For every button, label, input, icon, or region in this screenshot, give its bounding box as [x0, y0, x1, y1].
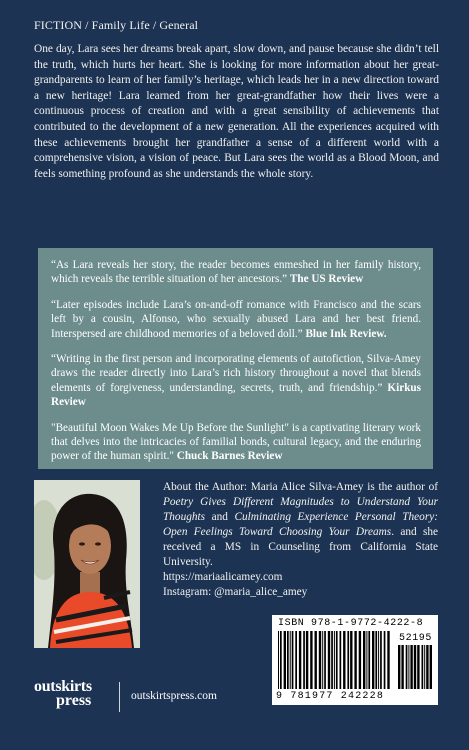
barcode-bar	[375, 631, 377, 689]
about-intro: About the Author: Maria Alice Silva-Amey is the author of	[163, 481, 438, 493]
barcode-bar	[366, 631, 367, 689]
review-quote: “As Lara reveals her story, the reader becomes enmeshed in her family history, which reveals the terrible situation of her ancestors.”	[51, 259, 421, 286]
barcode-bar	[424, 645, 425, 689]
barcode-bar	[380, 631, 382, 689]
barcode-bar	[354, 631, 356, 689]
barcode-bar	[278, 631, 279, 689]
logo-line-1: outskirts	[34, 678, 92, 695]
review-source: Kirkus Review	[51, 381, 421, 409]
review-source: Chuck Barnes Review	[176, 450, 283, 463]
barcode-bar	[343, 631, 345, 689]
review-kirkus	[51, 352, 421, 410]
barcode-bar	[350, 631, 352, 689]
barcode-bar	[410, 645, 412, 689]
barcode-bar	[426, 645, 428, 689]
barcode-bar	[315, 631, 317, 689]
review-quote: “Writing in the first person and incorporating elements of autofiction, Silva-Amey draws the reader directly into Lara’s rich history throughout a novel that blends elements of forgiveness, understanding, secrets, truth, and friendship.”	[51, 353, 421, 394]
barcode-bar	[331, 631, 333, 689]
barcode-bar	[334, 631, 335, 689]
barcode-bar	[387, 631, 389, 689]
barcode-bar	[328, 631, 330, 689]
barcode-bar	[322, 631, 323, 689]
isbn-number: ISBN 978-1-9772-4222-8	[278, 618, 424, 629]
about-and: and	[205, 511, 235, 523]
barcode-bar	[378, 631, 379, 689]
barcode-digits: 9 781977 242228	[276, 691, 385, 702]
barcode-bar	[401, 645, 403, 689]
barcode-bar	[299, 631, 301, 689]
barcode-bar	[287, 631, 289, 689]
barcode-bar	[303, 631, 305, 689]
barcode-bar	[368, 631, 370, 689]
book-title-2: Culminating Experience Personal Theory: Open Feelings Toward Choosing Your Dreams	[163, 511, 438, 538]
review-source: Blue Ink Review.	[305, 327, 387, 340]
barcode-bar	[398, 645, 400, 689]
review-chuck-barnes	[51, 421, 421, 464]
author-photo	[34, 480, 140, 648]
barcode-bar	[340, 631, 342, 689]
barcode-bar	[430, 645, 432, 689]
reviews-box	[38, 248, 433, 469]
barcode-bar	[417, 645, 419, 689]
barcode-bar	[372, 631, 374, 689]
author-instagram[interactable]: Instagram: @maria_alice_amey	[163, 586, 308, 598]
barcode-bar	[336, 631, 338, 689]
book-title-1: Poetry Gives Different Magnitudes to Understand Your Thoughts	[163, 496, 438, 523]
barcode-bar	[280, 631, 282, 689]
barcode-bar	[347, 631, 349, 689]
review-quote: "Beautiful Moon Wakes Me Up Before the Sunlight" is a captivating literary work that delves into the intricacies of familial bonds, cultural legacy, and the enduring power of the human spirit."	[51, 421, 421, 463]
barcode-bar	[295, 631, 297, 689]
about-rest: . and she received a MS in Counseling from California State University.	[163, 526, 439, 568]
barcode-bar	[290, 631, 291, 689]
barcode-bar	[406, 645, 408, 689]
barcode-bar	[310, 631, 312, 689]
review-us-review	[51, 258, 421, 287]
barcode-bar	[384, 631, 386, 689]
author-website[interactable]: https://mariaalicamey.com	[163, 571, 283, 583]
barcode-bar	[306, 631, 308, 689]
synopsis-paragraph: One day, Lara sees her dreams break apart, slow down, and pause because she didn’t tell the truth, which hurts her heart. She is looking for more information about her great-grandparents to learn of her family’s heritage, which leads her in a new direction toward a new heritage! Lara learned from her great-grandfather how their lives were a continuous process of creation and with a great sensibility of achievements that contributed to the development of a new generation. All the experiences acquired with these achievements brought her grandfather a sense of a different world with a comprehensive vision, a vision of peace. But Lara sees the world as a Blood Moon, and feels something profound as she understands the whole story.	[34, 43, 439, 180]
barcode-bar	[292, 631, 294, 689]
publisher-logo[interactable]	[34, 680, 109, 708]
category-line: FICTION / Family Life / General	[34, 18, 199, 32]
review-source: The US Review	[289, 273, 364, 286]
barcode-bar	[422, 645, 424, 689]
isbn-barcode	[272, 615, 438, 705]
about-author	[163, 480, 438, 600]
logo-divider	[119, 682, 120, 712]
barcode-bar	[284, 631, 286, 689]
barcode-bar	[319, 631, 321, 689]
price-code: 52195	[399, 633, 433, 644]
barcode-bar	[359, 631, 361, 689]
barcode-bar	[324, 631, 326, 689]
barcode-bar	[408, 645, 409, 689]
logo-line-2: press	[56, 692, 92, 709]
review-blue-ink	[51, 298, 421, 341]
publisher-website[interactable]: outskirtspress.com	[131, 690, 217, 702]
barcode-bar	[414, 645, 416, 689]
review-quote: “Later episodes include Lara’s on-and-off romance with Francisco and the scars left by a cousin, Alfonso, who sexually abused Lara and her best friend. Interspersed are childhood memories of a beloved doll.”	[51, 298, 421, 340]
barcode-bar	[363, 631, 365, 689]
